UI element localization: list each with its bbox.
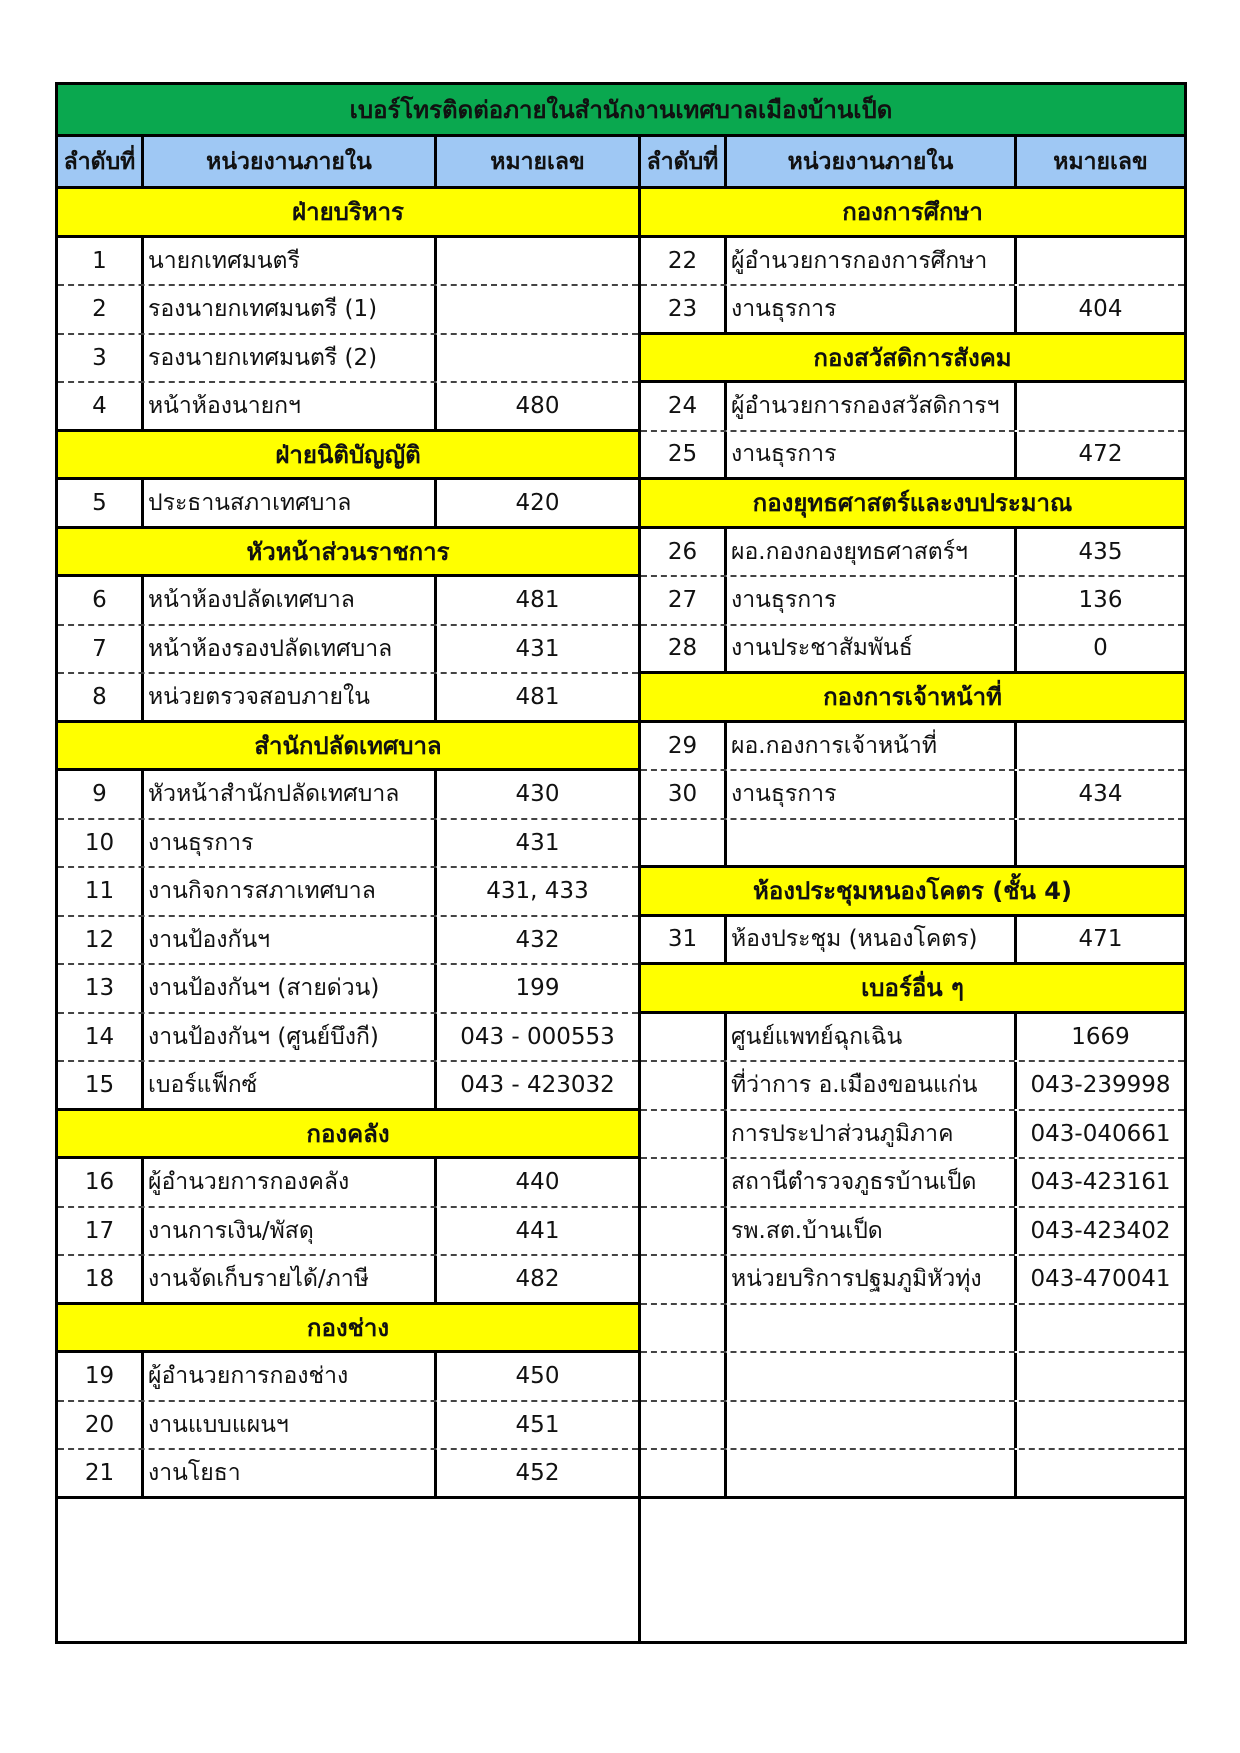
unit-name: หัวหน้าสำนักปลัดเทศบาล: [144, 771, 437, 818]
phone-number: 471: [1078, 926, 1123, 953]
phone-number: 441: [515, 1217, 560, 1244]
phone-number: [437, 335, 638, 382]
unit-name: [727, 820, 1017, 866]
table-row: [641, 1450, 1184, 1499]
header-no: ลำดับที่: [641, 137, 727, 186]
table-row: [58, 626, 638, 675]
unit-name: ผู้อำนวยการกองคลัง: [144, 1159, 437, 1206]
header-no: ลำดับที่: [58, 137, 144, 186]
unit-name: งานแบบแผนฯ: [144, 1402, 437, 1449]
header-number: หมายเลข: [1053, 148, 1148, 175]
section-header: กองการศึกษา: [641, 189, 1184, 238]
phone-number: 440: [515, 1169, 560, 1196]
row-number: 27: [641, 577, 727, 624]
row-number: 20: [58, 1402, 144, 1449]
phone-number: 043-423161: [1030, 1169, 1171, 1196]
row-number: 12: [58, 917, 144, 964]
unit-name: นายกเทศมนตรี: [144, 238, 437, 285]
row-number: 24: [641, 383, 727, 430]
unit-name: [727, 1353, 1017, 1400]
unit-name: [727, 1402, 1017, 1449]
unit-name: งานป้องกันฯ (สายด่วน): [144, 965, 437, 1012]
table-row: [58, 1353, 638, 1402]
phone-number: [1017, 1305, 1184, 1352]
row-number: 15: [58, 1062, 144, 1108]
phone-number: 420: [515, 489, 560, 516]
right-column: [641, 137, 1184, 1641]
row-number: 26: [641, 529, 727, 576]
table-row: [641, 1014, 1184, 1063]
row-number: 5: [58, 480, 144, 526]
row-number: [641, 1111, 727, 1158]
phone-number: 431, 433: [486, 878, 589, 905]
phone-number: [1017, 238, 1184, 285]
table-row: [641, 432, 1184, 481]
phone-number: [1017, 723, 1184, 770]
unit-name: งานธุรการ: [727, 771, 1017, 818]
unit-name: งานโยธา: [144, 1450, 437, 1496]
phone-number: 431: [515, 829, 560, 856]
table-row: [58, 1159, 638, 1208]
phone-number: 199: [515, 975, 560, 1002]
phone-number: 043-040661: [1030, 1120, 1171, 1147]
unit-name: งานกิจการสภาเทศบาล: [144, 868, 437, 915]
phone-number: [1017, 1353, 1184, 1400]
phone-number: 472: [1078, 441, 1123, 468]
unit-name: [727, 1305, 1017, 1352]
table-row: [58, 1014, 638, 1063]
row-number: 6: [58, 577, 144, 624]
section-header: เบอร์อื่น ๆ: [641, 965, 1184, 1014]
section-header: สำนักปลัดเทศบาล: [58, 723, 638, 772]
phone-number: [1017, 1450, 1184, 1496]
table-row: [641, 626, 1184, 675]
row-number: 18: [58, 1256, 144, 1302]
table-row: [58, 1450, 638, 1499]
section-header: หัวหน้าส่วนราชการ: [58, 529, 638, 578]
section-header: กองช่าง: [58, 1305, 638, 1354]
section-header: กองสวัสดิการสังคม: [641, 335, 1184, 384]
unit-name: ห้องประชุม (หนองโคตร): [727, 917, 1017, 963]
row-number: 2: [58, 286, 144, 333]
unit-name: ประธานสภาเทศบาล: [144, 480, 437, 526]
unit-name: งานประชาสัมพันธ์: [727, 626, 1017, 672]
header-number: หมายเลข: [490, 148, 585, 175]
left-column: [58, 137, 641, 1641]
row-number: [641, 1014, 727, 1061]
table-row: [641, 917, 1184, 966]
row-number: 14: [58, 1014, 144, 1061]
row-number: [641, 1256, 727, 1303]
section-header: กองคลัง: [58, 1111, 638, 1160]
row-number: 21: [58, 1450, 144, 1496]
phone-number: 430: [515, 781, 560, 808]
page-title: เบอร์โทรติดต่อภายในสำนักงานเทศบาลเมืองบ้านเป็ด: [58, 85, 1184, 137]
table-row: [641, 286, 1184, 335]
unit-name: ศูนย์แพทย์ฉุกเฉิน: [727, 1014, 1017, 1061]
table-row: [641, 1062, 1184, 1111]
table-row: [641, 820, 1184, 869]
unit-name: งานธุรการ: [727, 286, 1017, 332]
row-number: 19: [58, 1353, 144, 1400]
unit-name: ผู้อำนวยการกองการศึกษา: [727, 238, 1017, 285]
table-row: [641, 1353, 1184, 1402]
phone-number: 482: [515, 1265, 560, 1292]
column-header-row-left: [58, 137, 638, 189]
unit-name: สถานีตำรวจภูธรบ้านเป็ด: [727, 1159, 1017, 1206]
unit-name: หน่วยบริการปฐมภูมิหัวทุ่ง: [727, 1256, 1017, 1303]
table-row: [641, 1208, 1184, 1257]
unit-name: หน้าห้องปลัดเทศบาล: [144, 577, 437, 624]
unit-name: งานจัดเก็บรายได้/ภาษี: [144, 1256, 437, 1302]
table-row: [58, 820, 638, 869]
phone-number: [1017, 820, 1184, 866]
table-row: [641, 1305, 1184, 1354]
row-number: [641, 1402, 727, 1449]
row-number: 31: [641, 917, 727, 963]
unit-name: [727, 1450, 1017, 1496]
phone-number: 043-423402: [1030, 1217, 1171, 1244]
header-unit: หน่วยงานภายใน: [727, 137, 1017, 186]
unit-name: หน่วยตรวจสอบภายใน: [144, 674, 437, 720]
phone-number: 481: [515, 587, 560, 614]
unit-name: ผอ.กองกองยุทธศาสตร์ฯ: [727, 529, 1017, 576]
row-number: 8: [58, 674, 144, 720]
row-number: [641, 1062, 727, 1109]
unit-name: งานธุรการ: [727, 432, 1017, 478]
unit-name: หน้าห้องรองปลัดเทศบาล: [144, 626, 437, 673]
phone-number: 136: [1078, 587, 1123, 614]
row-number: 25: [641, 432, 727, 478]
row-number: 4: [58, 383, 144, 429]
table-row: [641, 771, 1184, 820]
table-row: [58, 868, 638, 917]
phone-number: 432: [515, 926, 560, 953]
row-number: 7: [58, 626, 144, 673]
table-row: [58, 238, 638, 287]
row-number: 10: [58, 820, 144, 867]
table-row: [58, 480, 638, 529]
phone-number: [437, 238, 638, 285]
unit-name: รองนายกเทศมนตรี (1): [144, 286, 437, 333]
row-number: [641, 820, 727, 866]
table-row: [641, 238, 1184, 287]
row-number: [641, 1305, 727, 1352]
table-row: [58, 1208, 638, 1257]
unit-name: งานธุรการ: [727, 577, 1017, 624]
phone-directory-table: [55, 82, 1187, 1644]
header-unit: หน่วยงานภายใน: [144, 137, 437, 186]
row-number: 30: [641, 771, 727, 818]
phone-number: 043 - 423032: [460, 1071, 615, 1098]
left-body: [58, 189, 638, 1499]
phone-number: 451: [515, 1411, 560, 1438]
row-number: 3: [58, 335, 144, 382]
table-row: [641, 577, 1184, 626]
table-row: [641, 1159, 1184, 1208]
column-header-row-right: [641, 137, 1184, 189]
section-header: ฝ่ายนิติบัญญัติ: [58, 432, 638, 481]
table-row: [641, 1402, 1184, 1451]
unit-name: รพ.สต.บ้านเป็ด: [727, 1208, 1017, 1255]
unit-name: การประปาส่วนภูมิภาค: [727, 1111, 1017, 1158]
phone-number: 0: [1093, 635, 1108, 662]
unit-name: ผอ.กองการเจ้าหน้าที่: [727, 723, 1017, 770]
table-row: [58, 286, 638, 335]
section-header: กองการเจ้าหน้าที่: [641, 674, 1184, 723]
phone-number: 434: [1078, 781, 1123, 808]
table-row: [58, 965, 638, 1014]
section-header: กองยุทธศาสตร์และงบประมาณ: [641, 480, 1184, 529]
unit-name: หน้าห้องนายกฯ: [144, 383, 437, 429]
phone-number: [437, 286, 638, 333]
row-number: 22: [641, 238, 727, 285]
row-number: [641, 1159, 727, 1206]
table-row: [58, 335, 638, 384]
phone-number: 043 - 000553: [460, 1023, 615, 1050]
table-row: [58, 383, 638, 432]
section-header: ห้องประชุมหนองโคตร (ชั้น 4): [641, 868, 1184, 917]
table-row: [58, 1062, 638, 1111]
table-row: [641, 1256, 1184, 1305]
phone-number: 043-470041: [1030, 1266, 1171, 1293]
row-number: 29: [641, 723, 727, 770]
phone-number: 1669: [1071, 1023, 1130, 1050]
table-row: [58, 1402, 638, 1451]
phone-number: 480: [515, 392, 560, 419]
unit-name: เบอร์แฟ็กซ์: [144, 1062, 437, 1108]
table-row: [641, 1111, 1184, 1160]
phone-number: 043-239998: [1030, 1072, 1171, 1099]
phone-number: 481: [515, 683, 560, 710]
row-number: [641, 1208, 727, 1255]
phone-number: 435: [1078, 538, 1123, 565]
unit-name: งานธุรการ: [144, 820, 437, 867]
phone-number: 431: [515, 635, 560, 662]
right-body: [641, 189, 1184, 1499]
unit-name: งานป้องกันฯ: [144, 917, 437, 964]
row-number: 16: [58, 1159, 144, 1206]
row-number: [641, 1450, 727, 1496]
phone-number: [1017, 1402, 1184, 1449]
phone-number: 452: [515, 1459, 560, 1486]
row-number: [641, 1353, 727, 1400]
row-number: 23: [641, 286, 727, 332]
table-row: [58, 674, 638, 723]
unit-name: งานป้องกันฯ (ศูนย์บึงกี): [144, 1014, 437, 1061]
table-row: [58, 771, 638, 820]
phone-number: 450: [515, 1363, 560, 1390]
phone-number: [1017, 383, 1184, 430]
table-row: [641, 383, 1184, 432]
unit-name: ผู้อำนวยการกองสวัสดิการฯ: [727, 383, 1017, 430]
row-number: 1: [58, 238, 144, 285]
row-number: 9: [58, 771, 144, 818]
phone-number: 404: [1078, 295, 1123, 322]
unit-name: รองนายกเทศมนตรี (2): [144, 335, 437, 382]
unit-name: งานการเงิน/พัสดุ: [144, 1208, 437, 1255]
table-row: [641, 529, 1184, 578]
table-row: [58, 577, 638, 626]
row-number: 17: [58, 1208, 144, 1255]
table-row: [58, 1256, 638, 1305]
table-row: [58, 917, 638, 966]
section-header: ฝ่ายบริหาร: [58, 189, 638, 238]
row-number: 13: [58, 965, 144, 1012]
row-number: 28: [641, 626, 727, 672]
table-row: [641, 723, 1184, 772]
row-number: 11: [58, 868, 144, 915]
unit-name: ผู้อำนวยการกองช่าง: [144, 1353, 437, 1400]
unit-name: ที่ว่าการ อ.เมืองขอนแก่น: [727, 1062, 1017, 1109]
